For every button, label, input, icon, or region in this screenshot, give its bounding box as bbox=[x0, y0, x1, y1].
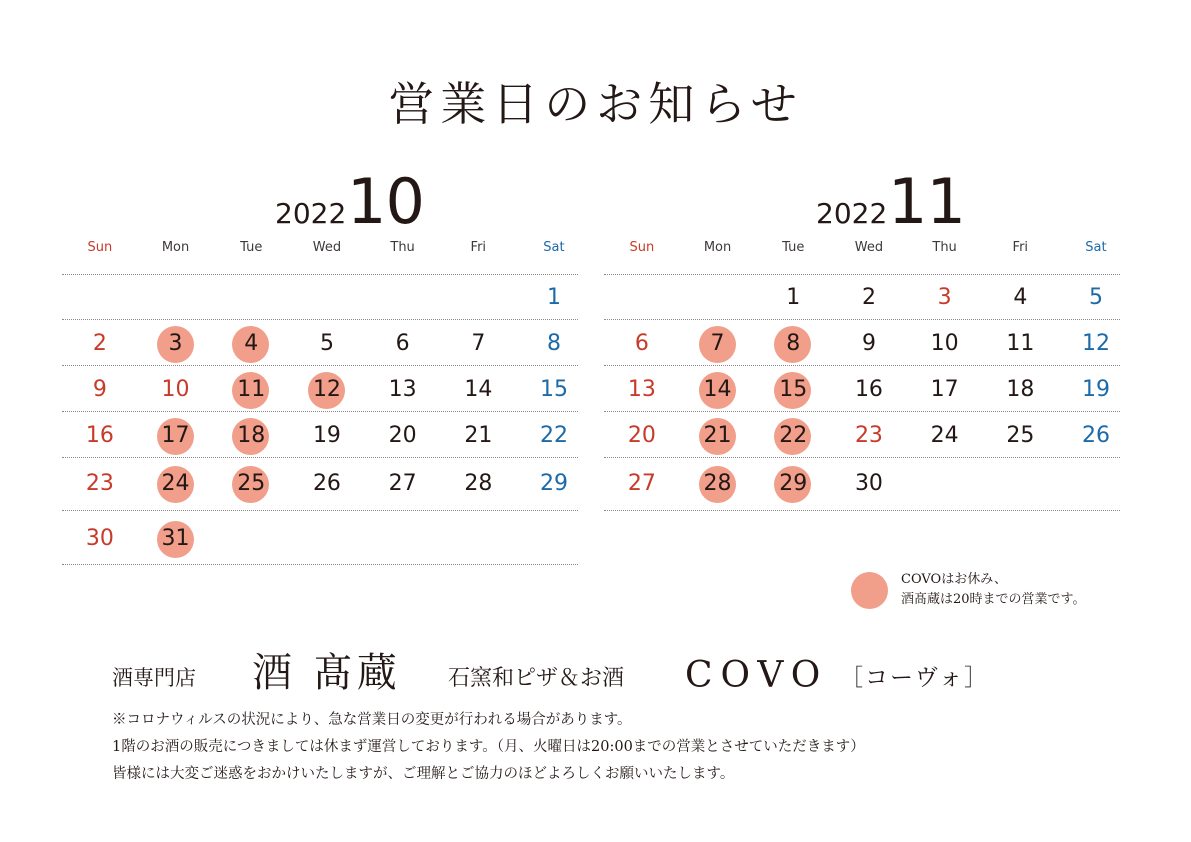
calendar-day: 5 bbox=[319, 331, 334, 356]
weekday-label: Fri bbox=[470, 240, 487, 255]
calendar-day: 3 bbox=[138, 326, 214, 362]
weekday-label: Wed bbox=[854, 240, 884, 255]
sake-shop-name: 酒 髙蔵 bbox=[252, 650, 401, 696]
calendar-day: 9 bbox=[92, 377, 107, 402]
calendar-day: 11 bbox=[1006, 331, 1035, 356]
calendar-day: 13 bbox=[388, 377, 417, 402]
row-divider bbox=[62, 564, 578, 565]
legend-text bbox=[901, 570, 1141, 610]
calendar-day: 14 bbox=[464, 377, 493, 402]
row-divider bbox=[604, 274, 1120, 275]
row-divider bbox=[62, 319, 578, 320]
calendar-day: 25 bbox=[1006, 423, 1035, 448]
calendar-day: 28 bbox=[680, 466, 756, 502]
calendar-header bbox=[62, 150, 592, 240]
calendar-day: 1 bbox=[547, 285, 562, 310]
weekday-label: Tue bbox=[782, 240, 805, 255]
calendar-november bbox=[604, 150, 1134, 496]
row-divider bbox=[62, 365, 578, 366]
notes bbox=[112, 707, 865, 788]
calendar-day: 28 bbox=[464, 471, 493, 496]
calendar-day: 11 bbox=[213, 372, 289, 408]
calendar-day: 6 bbox=[395, 331, 410, 356]
calendar-month: 11 bbox=[888, 165, 965, 238]
weekday-label: Mon bbox=[703, 240, 732, 255]
weekday-label: Tue bbox=[240, 240, 263, 255]
calendar-day: 2 bbox=[92, 331, 107, 356]
calendar-year: 2022 bbox=[816, 197, 888, 230]
calendar-day: 6 bbox=[634, 331, 649, 356]
page-title: 営業日のお知らせ bbox=[388, 77, 803, 131]
row-divider bbox=[604, 510, 1120, 511]
calendar-day: 7 bbox=[471, 331, 486, 356]
calendar-day: 18 bbox=[213, 418, 289, 454]
calendar-day: 23 bbox=[854, 423, 883, 448]
closed-dot-icon bbox=[851, 572, 888, 609]
calendar-day: 19 bbox=[312, 423, 341, 448]
row-divider bbox=[604, 365, 1120, 366]
calendar-day: 21 bbox=[680, 418, 756, 454]
calendar-day: 21 bbox=[464, 423, 493, 448]
weekday-label: Thu bbox=[932, 240, 957, 255]
calendar-day: 4 bbox=[213, 326, 289, 362]
row-divider bbox=[62, 457, 578, 458]
weekday-header bbox=[62, 240, 592, 255]
calendar-day: 27 bbox=[388, 471, 417, 496]
calendar-day: 22 bbox=[540, 423, 569, 448]
row-divider bbox=[62, 274, 578, 275]
weekday-label: Sun bbox=[87, 240, 113, 255]
calendar-day: 3 bbox=[937, 285, 952, 310]
calendar-day: 30 bbox=[854, 471, 883, 496]
calendar-day: 29 bbox=[755, 466, 831, 502]
weekday-label: Wed bbox=[312, 240, 342, 255]
sake-shop-label: 酒専門店 bbox=[112, 666, 196, 690]
calendar-day: 22 bbox=[755, 418, 831, 454]
calendar-day: 24 bbox=[930, 423, 959, 448]
calendar-day: 30 bbox=[85, 526, 114, 551]
legend-line: 酒髙蔵は20時までの営業です。 bbox=[901, 592, 1086, 607]
calendar-day: 16 bbox=[85, 423, 114, 448]
calendar-day: 9 bbox=[861, 331, 876, 356]
calendar-month: 10 bbox=[347, 165, 424, 238]
weekday-label: Thu bbox=[390, 240, 415, 255]
weekday-label: Mon bbox=[161, 240, 190, 255]
calendar-day: 24 bbox=[138, 466, 214, 502]
calendar-day: 17 bbox=[138, 418, 214, 454]
calendar-day: 27 bbox=[627, 471, 656, 496]
row-divider bbox=[604, 319, 1120, 320]
calendar-day: 1 bbox=[786, 285, 801, 310]
calendar-day: 20 bbox=[388, 423, 417, 448]
weekday-label: Sat bbox=[543, 240, 565, 255]
row-divider bbox=[62, 510, 578, 511]
pizza-shop-reading: ［コーヴォ］ bbox=[840, 665, 990, 691]
calendar-day: 15 bbox=[540, 377, 569, 402]
calendar-year: 2022 bbox=[275, 197, 347, 230]
calendar-day: 18 bbox=[1006, 377, 1035, 402]
calendar-day: 12 bbox=[1082, 331, 1111, 356]
row-divider bbox=[604, 411, 1120, 412]
calendar-day: 12 bbox=[289, 372, 365, 408]
calendar-day: 16 bbox=[854, 377, 883, 402]
calendar-day: 8 bbox=[755, 326, 831, 362]
calendar-day: 10 bbox=[161, 377, 190, 402]
calendar-day: 2 bbox=[861, 285, 876, 310]
calendar-day: 10 bbox=[930, 331, 959, 356]
legend-line: COVOはお休み、 bbox=[901, 572, 1007, 587]
calendar-day: 7 bbox=[680, 326, 756, 362]
calendar-day: 19 bbox=[1082, 377, 1111, 402]
calendar-day: 25 bbox=[213, 466, 289, 502]
calendar-day: 29 bbox=[540, 471, 569, 496]
calendar-day: 15 bbox=[755, 372, 831, 408]
calendar-day: 26 bbox=[312, 471, 341, 496]
calendar-day: 13 bbox=[627, 377, 656, 402]
calendar-day: 23 bbox=[85, 471, 114, 496]
calendar-day: 20 bbox=[627, 423, 656, 448]
calendar-day: 26 bbox=[1082, 423, 1111, 448]
calendar-day: 4 bbox=[1013, 285, 1028, 310]
pizza-shop-name: COVO bbox=[685, 655, 829, 696]
row-divider bbox=[604, 457, 1120, 458]
calendar-day: 31 bbox=[138, 521, 214, 557]
weekday-label: Fri bbox=[1012, 240, 1029, 255]
note-line: 皆様には大変ご迷惑をおかけいたしますが、ご理解とご協力のほどよろしくお願いいたします。 bbox=[112, 766, 735, 782]
calendar-day: 14 bbox=[680, 372, 756, 408]
note-line: 1階のお酒の販売につきましては休まず運営しております。（月、火曜日は20:00までの営業とさせていただきます） bbox=[112, 739, 865, 755]
calendar-day: 17 bbox=[930, 377, 959, 402]
calendar-day: 8 bbox=[547, 331, 562, 356]
calendar-day: 5 bbox=[1089, 285, 1104, 310]
calendar-october bbox=[62, 150, 592, 551]
note-line: ※コロナウィルスの状況により、急な営業日の変更が行われる場合があります。 bbox=[112, 712, 632, 728]
weekday-header bbox=[604, 240, 1134, 255]
pizza-shop-label: 石窯和ピザ＆お酒 bbox=[448, 666, 625, 691]
shop-names bbox=[112, 648, 1012, 698]
row-divider bbox=[62, 411, 578, 412]
weekday-label: Sun bbox=[629, 240, 655, 255]
weekday-label: Sat bbox=[1085, 240, 1107, 255]
calendar-header bbox=[604, 150, 1134, 240]
